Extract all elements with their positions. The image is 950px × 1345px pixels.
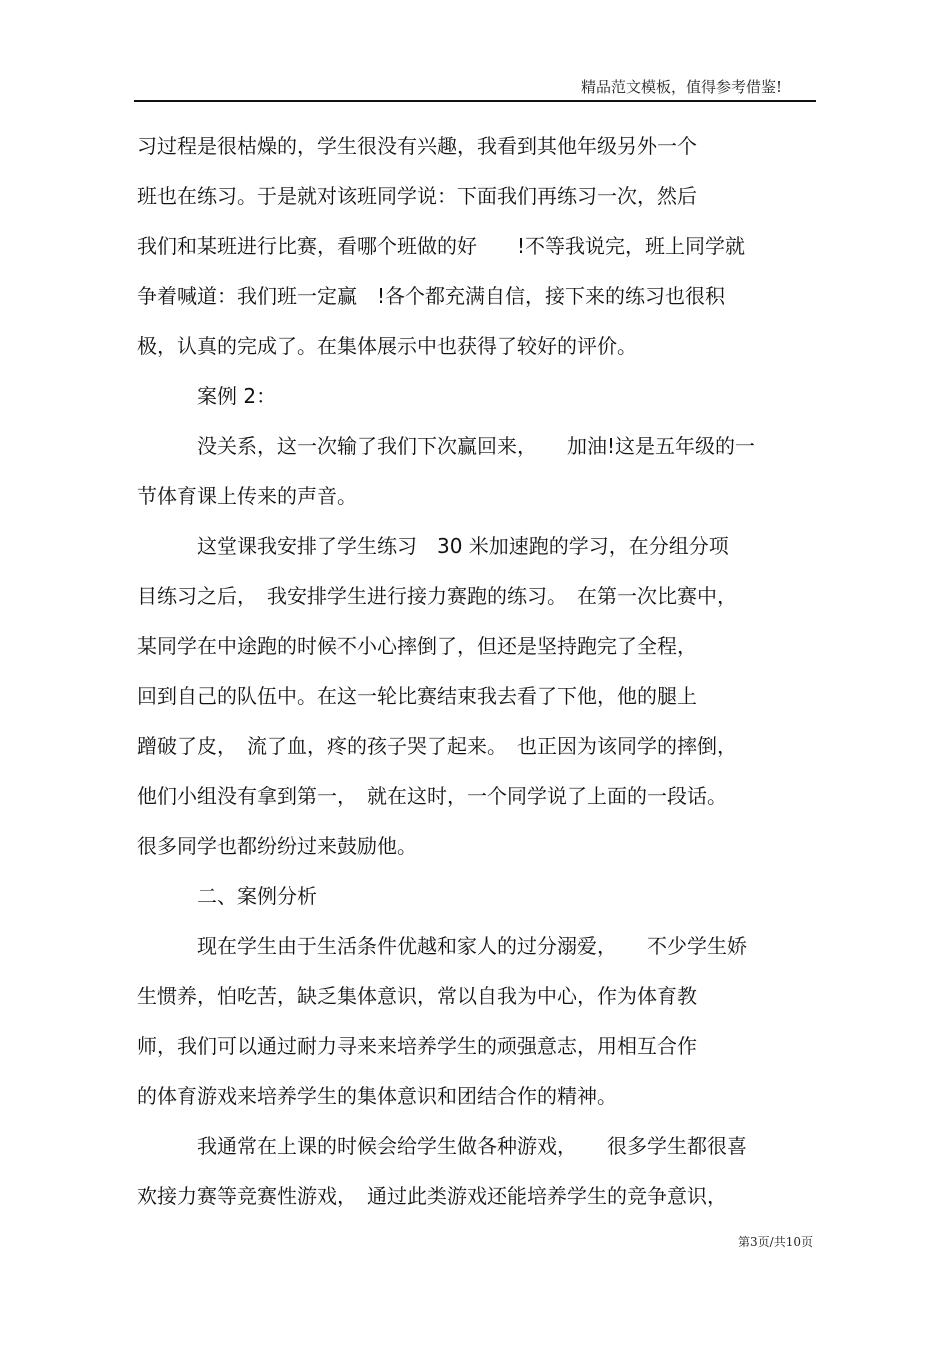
case-heading: 案例 2： <box>197 384 277 408</box>
page-number: 第3页/共10页 <box>738 1235 813 1249</box>
body-line: 目练习之后， 我安排学生进行接力赛跑的练习。 在第一次比赛中， <box>137 584 737 608</box>
body-line: 生惯养，怕吃苦，缺乏集体意识，常以自我为中心，作为体育教 <box>137 984 697 1008</box>
body-line: 师，我们可以通过耐力寻来来培养学生的顽强意志，用相互合作 <box>137 1034 697 1058</box>
body-line: 习过程是很枯燥的，学生很没有兴趣，我看到其他年级另外一个 <box>137 134 697 158</box>
body-line: 某同学在中途跑的时候不小心摔倒了，但还是坚持跑完了全程， <box>137 634 697 658</box>
body-line: 很多同学也都纷纷过来鼓励他。 <box>137 834 417 858</box>
body-line: 极，认真的完成了。在集体展示中也获得了较好的评价。 <box>137 334 637 358</box>
body-line: 我通常在上课的时候会给学生做各种游戏， 很多学生都很喜 <box>197 1134 747 1158</box>
body-line: 蹭破了皮， 流了血，疼的孩子哭了起来。 也正因为该同学的摔倒， <box>137 734 737 758</box>
body-line: 现在学生由于生活条件优越和家人的过分溺爱， 不少学生娇 <box>197 934 747 958</box>
section-heading: 二、案例分析 <box>197 884 317 908</box>
header-divider <box>134 100 816 102</box>
body-line: 没关系，这一次输了我们下次赢回来， 加油!这是五年级的一 <box>197 434 756 458</box>
body-line: 他们小组没有拿到第一， 就在这时，一个同学说了上面的一段话。 <box>137 784 727 808</box>
body-line: 这堂课我安排了学生练习 30 米加速跑的学习，在分组分项 <box>197 534 729 558</box>
body-line: 节体育课上传来的声音。 <box>137 484 357 508</box>
header-text: 精品范文模板，值得参考借鉴! <box>580 78 782 96</box>
body-line: 欢接力赛等竞赛性游戏， 通过此类游戏还能培养学生的竞争意识， <box>137 1184 727 1208</box>
body-line: 回到自己的队伍中。在这一轮比赛结束我去看了下他，他的腿上 <box>137 684 697 708</box>
body-line: 争着喊道：我们班一定赢 !各个都充满自信，接下来的练习也很积 <box>137 284 726 308</box>
body-line: 我们和某班进行比赛，看哪个班做的好 !不等我说完，班上同学就 <box>137 234 746 258</box>
body-line: 班也在练习。于是就对该班同学说：下面我们再练习一次，然后 <box>137 184 697 208</box>
body-line: 的体育游戏来培养学生的集体意识和团结合作的精神。 <box>137 1084 617 1108</box>
